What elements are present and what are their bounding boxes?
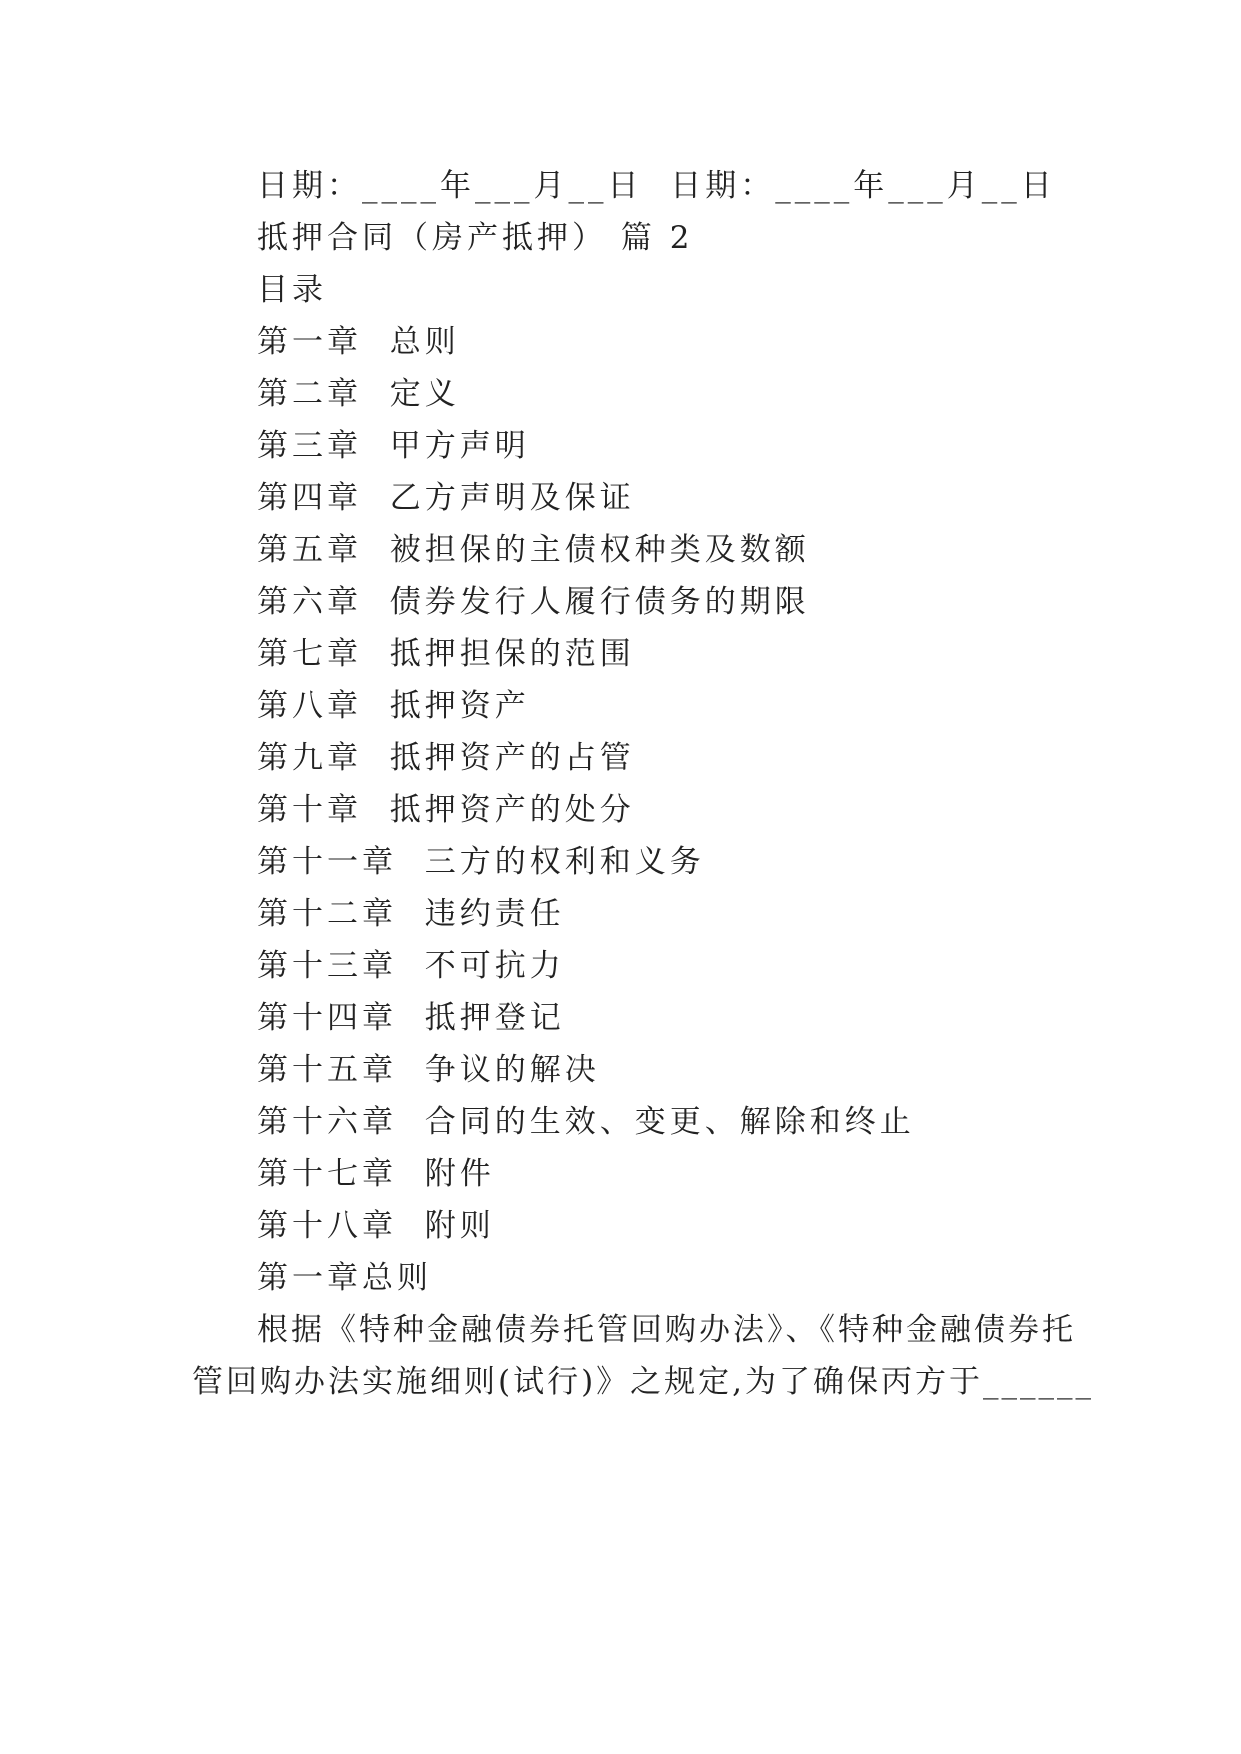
toc-item: 第十六章 合同的生效、变更、解除和终止 [257, 1104, 915, 1140]
toc-item: 第一章 总则 [257, 324, 460, 360]
document-title: 抵押合同（房产抵押） 篇 2 [257, 220, 694, 256]
body-paragraph-line: 根据《特种金融债券托管回购办法》、《特种金融债券托 [257, 1312, 1076, 1348]
toc-item: 第四章 乙方声明及保证 [257, 480, 635, 516]
chapter-one-heading: 第一章总则 [257, 1260, 432, 1296]
toc-item: 第十四章 抵押登记 [257, 1000, 565, 1036]
toc-item: 第十八章 附则 [257, 1208, 495, 1244]
toc-item: 第九章 抵押资产的占管 [257, 740, 635, 776]
toc-item: 第十七章 附件 [257, 1156, 495, 1192]
toc-item: 第二章 定义 [257, 376, 460, 412]
toc-item: 第三章 甲方声明 [257, 428, 530, 464]
toc-item: 第八章 抵押资产 [257, 688, 530, 724]
toc-heading: 目录 [257, 272, 327, 308]
toc-item: 第十章 抵押资产的处分 [257, 792, 635, 828]
date-line: 日期：____年___月__日 日期：____年___月__日 [257, 168, 1056, 204]
toc-item: 第五章 被担保的主债权种类及数额 [257, 532, 810, 568]
toc-item: 第六章 债券发行人履行债务的期限 [257, 584, 810, 620]
toc-item: 第十三章 不可抗力 [257, 948, 565, 984]
toc-item: 第十一章 三方的权利和义务 [257, 844, 705, 880]
toc-item: 第十二章 违约责任 [257, 896, 565, 932]
toc-item: 第十五章 争议的解决 [257, 1052, 600, 1088]
toc-item: 第七章 抵押担保的范围 [257, 636, 635, 672]
body-paragraph-line: 管回购办法实施细则(试行)》之规定,为了确保丙方于______ [192, 1364, 1095, 1400]
